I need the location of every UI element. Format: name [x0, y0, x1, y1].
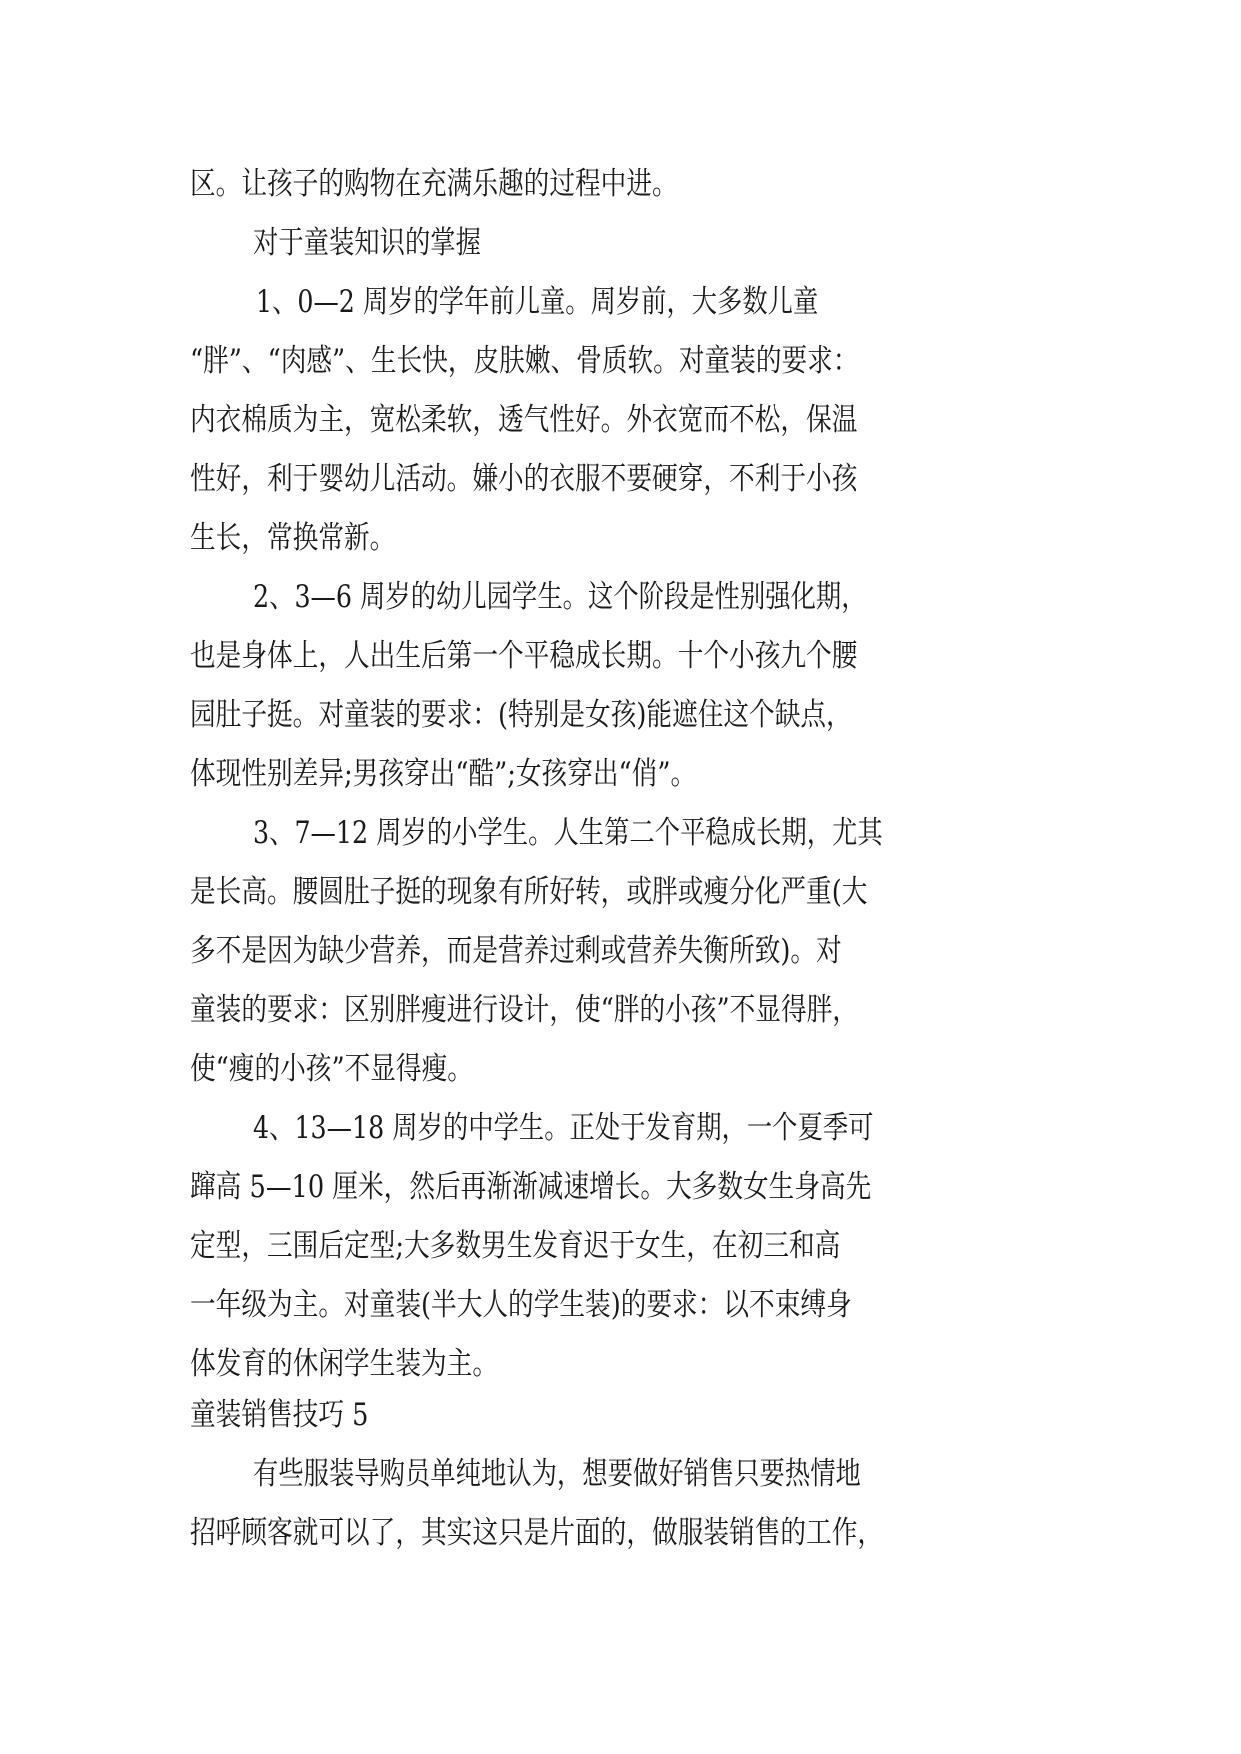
paragraph-line: 蹿高 5—10 厘米，然后再渐渐减速增长。大多数女生身高先 — [190, 1169, 872, 1205]
paragraph-line: 体现性别差异;男孩穿出“酷”;女孩穿出“俏”。 — [190, 756, 697, 792]
paragraph-line: 是长高。腰圆肚子挺的现象有所好转，或胖或瘦分化严重(大 — [190, 874, 868, 910]
paragraph-line: 招呼顾客就可以了，其实这只是片面的，做服装销售的工作， — [190, 1515, 884, 1551]
paragraph-line: 3、7—12 周岁的小学生。人生第二个平稳成长期，尤其 — [253, 815, 883, 851]
paragraph-line: 多不是因为缺少营养，而是营养过剩或营养失衡所致)。对 — [190, 933, 842, 969]
paragraph-line: 定型，三围后定型;大多数男生发育迟于女生，在初三和高 — [190, 1228, 841, 1264]
paragraph-line: 1、0—2 周岁的学年前儿童。周岁前，大多数儿童 — [256, 284, 819, 320]
paragraph-line: 有些服装导购员单纯地认为，想要做好销售只要热情地 — [253, 1456, 861, 1492]
paragraph-line: 内衣棉质为主，宽松柔软，透气性好。外衣宽而不松，保温 — [190, 402, 858, 438]
paragraph-line: 一年级为主。对童装(半大人的学生装)的要求：以不束缚身 — [190, 1287, 852, 1323]
paragraph-line: 4、13—18 周岁的中学生。正处于发育期，一个夏季可 — [253, 1110, 874, 1146]
section-title: 童装销售技巧 5 — [190, 1397, 369, 1433]
paragraph-line: 2、3—6 周岁的幼儿园学生。这个阶段是性别强化期， — [253, 579, 867, 615]
paragraph-line: 使“瘦的小孩”不显得瘦。 — [190, 1051, 473, 1087]
paragraph-line: 园肚子挺。对童装的要求：(特别是女孩)能遮住这个缺点， — [190, 697, 852, 733]
paragraph-line: 童装的要求：区别胖瘦进行设计，使“胖的小孩”不显得胖， — [190, 992, 858, 1028]
paragraph-line: 也是身体上，人出生后第一个平稳成长期。十个小孩九个腰 — [190, 638, 858, 674]
paragraph-line: 体发育的休闲学生装为主。 — [190, 1346, 499, 1382]
section-heading: 对于童装知识的掌握 — [253, 225, 481, 261]
paragraph-line: “胖”、“肉感”、生长快，皮肤嫩、骨质软。对童装的要求： — [190, 343, 859, 379]
paragraph-line: 区。让孩子的购物在充满乐趣的过程中进。 — [190, 166, 678, 202]
paragraph-line: 生长，常换常新。 — [190, 520, 396, 556]
paragraph-line: 性好，利于婴幼儿活动。嫌小的衣服不要硬穿，不利于小孩 — [190, 461, 858, 497]
